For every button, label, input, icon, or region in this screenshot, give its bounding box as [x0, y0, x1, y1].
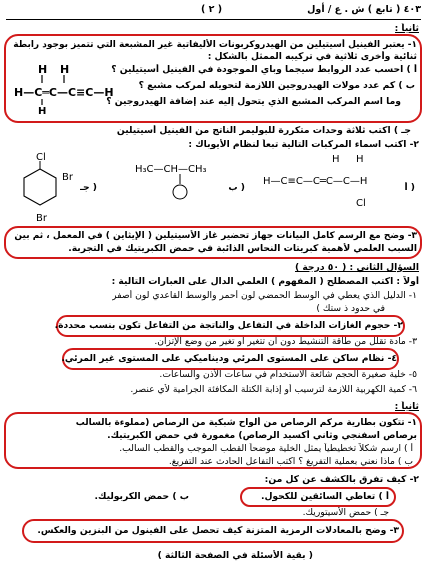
item3: ٣- مادة تقلل من طاقة التنشيط دون ان تتغير او تغير من وضع الإتزان. — [154, 336, 417, 347]
exam-code: ٤٠٣ ( تابع ) ش . ع / أول — [307, 4, 421, 15]
compound-c-br2: Br — [36, 213, 47, 224]
item1-line1: ١- الدليل الذي يعطي في الوسط الحمضي لون أحمر والوسط القاعدي لون أصفر — [112, 290, 417, 301]
header-rule — [6, 19, 421, 20]
compound-a-chain: H—C≡C—C═C—C—H — [263, 176, 368, 187]
battery-a: أ ) ارسم شكلاً تخطيطياً يمثل الخلية موضحاً القطب الموجب والقطب السالب. — [119, 443, 413, 454]
phenyl-ring — [173, 185, 187, 199]
compound-a-structure — [258, 150, 398, 210]
section-two-title: ثانياً : — [394, 23, 419, 34]
q3-line1: ٣- وضح مع الرسم كامل البيانات جهاز تحضير غاز الأسيتيلين ( الإيثاين ) في المعمل ، ثم بين — [14, 231, 417, 241]
item6: ٦- كمية الكهربية اللازمة لترسيب أو إذابة الكتلة المكافئة الجرامية لأي عنصر. — [130, 384, 417, 395]
struct-h-top2: H — [60, 63, 70, 76]
compound-a-cl: Cl — [356, 198, 366, 209]
label-a: ( أ — [404, 182, 415, 193]
label-b: ( ب — [228, 182, 245, 193]
question-two-title: السؤال الثاني : ( ٥٠ درجة ) — [294, 262, 419, 273]
struct-h-bottom: H — [38, 106, 47, 114]
compound-a-h-top: H — [332, 154, 340, 165]
battery-line2: برصاص اسفنجي وثاني أكسيد الرصاص) مغمورة في حمض الكبريتيك. — [107, 430, 417, 441]
struct-chain: H—C═C—C≡C—H — [14, 86, 114, 99]
q2-title: ٢- اكتب اسماء المركبات التالية تبعاً لنظام الأيوباك : — [188, 139, 419, 150]
compound-a-h-top2: H — [356, 154, 364, 165]
item2: ٢- حجوم الغازات الداخلة في التفاعل والناتجة من التفاعل تكون بنسب محددة. — [54, 320, 403, 331]
compound-c-br: Br — [62, 172, 73, 183]
compound-b-structure — [130, 158, 230, 202]
part2-title: ثانياً : — [394, 401, 419, 412]
q1-line1: ١- يعتبر الفينيل أسيتيلين من الهيدروكربونات الأليفاتية غير المشبعة التي تتميز بوجود رابطة — [13, 40, 417, 50]
q1-line2: ثنائية وأخرى ثلاثية في تركيبه الممثل بالشكل : — [207, 51, 417, 62]
detection-c: جـ ) حمض الأسيتوريك. — [302, 507, 389, 518]
q1-b: ب ) كم عدد مولات الهيدروجين اللازمة لتحويله لمركب مشبع ؟ — [138, 80, 415, 91]
phenol-question: ٣- وضح بالمعادلات الرمزية المتزنة كيف تحصل على الفينول من البنزين والعكس. — [37, 525, 399, 536]
page-number: ( ٢ ) — [201, 4, 223, 15]
label-c: ( جـ — [79, 182, 97, 193]
detection-b: ب ) حمض الكربوليك. — [94, 491, 189, 502]
item5: ٥- خلية صغيرة الحجم شائعة الاستخدام في ساعات الأذن والساعات. — [159, 369, 417, 380]
detection-title: ٢- كيف تفرق بالكشف عن كل من: — [264, 474, 419, 485]
compound-b-chain: H₃C—CH—CH₃ — [135, 164, 207, 175]
item4: ٤- نظام ساكن على المستوى المرئي وديناميكي على المستوى غير المرئي. — [61, 353, 397, 364]
q1-a: أ ) احسب عدد الروابط سيجما وباي الموجودة في الفينيل أسيتيلين ؟ — [111, 64, 417, 75]
compound-c-cl: Cl — [36, 152, 46, 163]
battery-b: ب ) ماذا نعني بعملية التفريغ ؟ اكتب التفاعل الحادث عند التفريغ. — [168, 456, 413, 467]
detection-a: أ ) تعاطي السائقين للكحول. — [260, 491, 389, 502]
compound-c-structure — [8, 151, 88, 225]
struct-h-top1: H — [38, 63, 48, 76]
page-header — [6, 4, 421, 17]
q1-c: وما اسم المركب المشبع الذي يتحول إليه عند إضافة الهيدروجين ؟ — [106, 96, 401, 107]
page-footer: ( بقية الأسئلة في الصفحة الثالثة ) — [157, 550, 313, 561]
part1-title: أولاً : اكتب المصطلح ( المفهوم ) العلمي الدال على العبارات التالية : — [111, 276, 419, 287]
item1-line2: في حدود ذ ستك ) — [316, 303, 385, 314]
q1-d: جـ ) اكتب ثلاثة وحدات متكررة للبوليمر الناتج من الفينيل أسيتيلين — [116, 125, 411, 136]
battery-line1: ١- تتكون بطارية مركم الرصاص من ألواح شبكية من الرصاص (مملوءة بالسالب — [75, 418, 417, 428]
q3-line2: السبب العلمي لأهمية كبريتات النحاس الذائبة في حمض الكبريتيك في التجربة. — [68, 243, 417, 254]
